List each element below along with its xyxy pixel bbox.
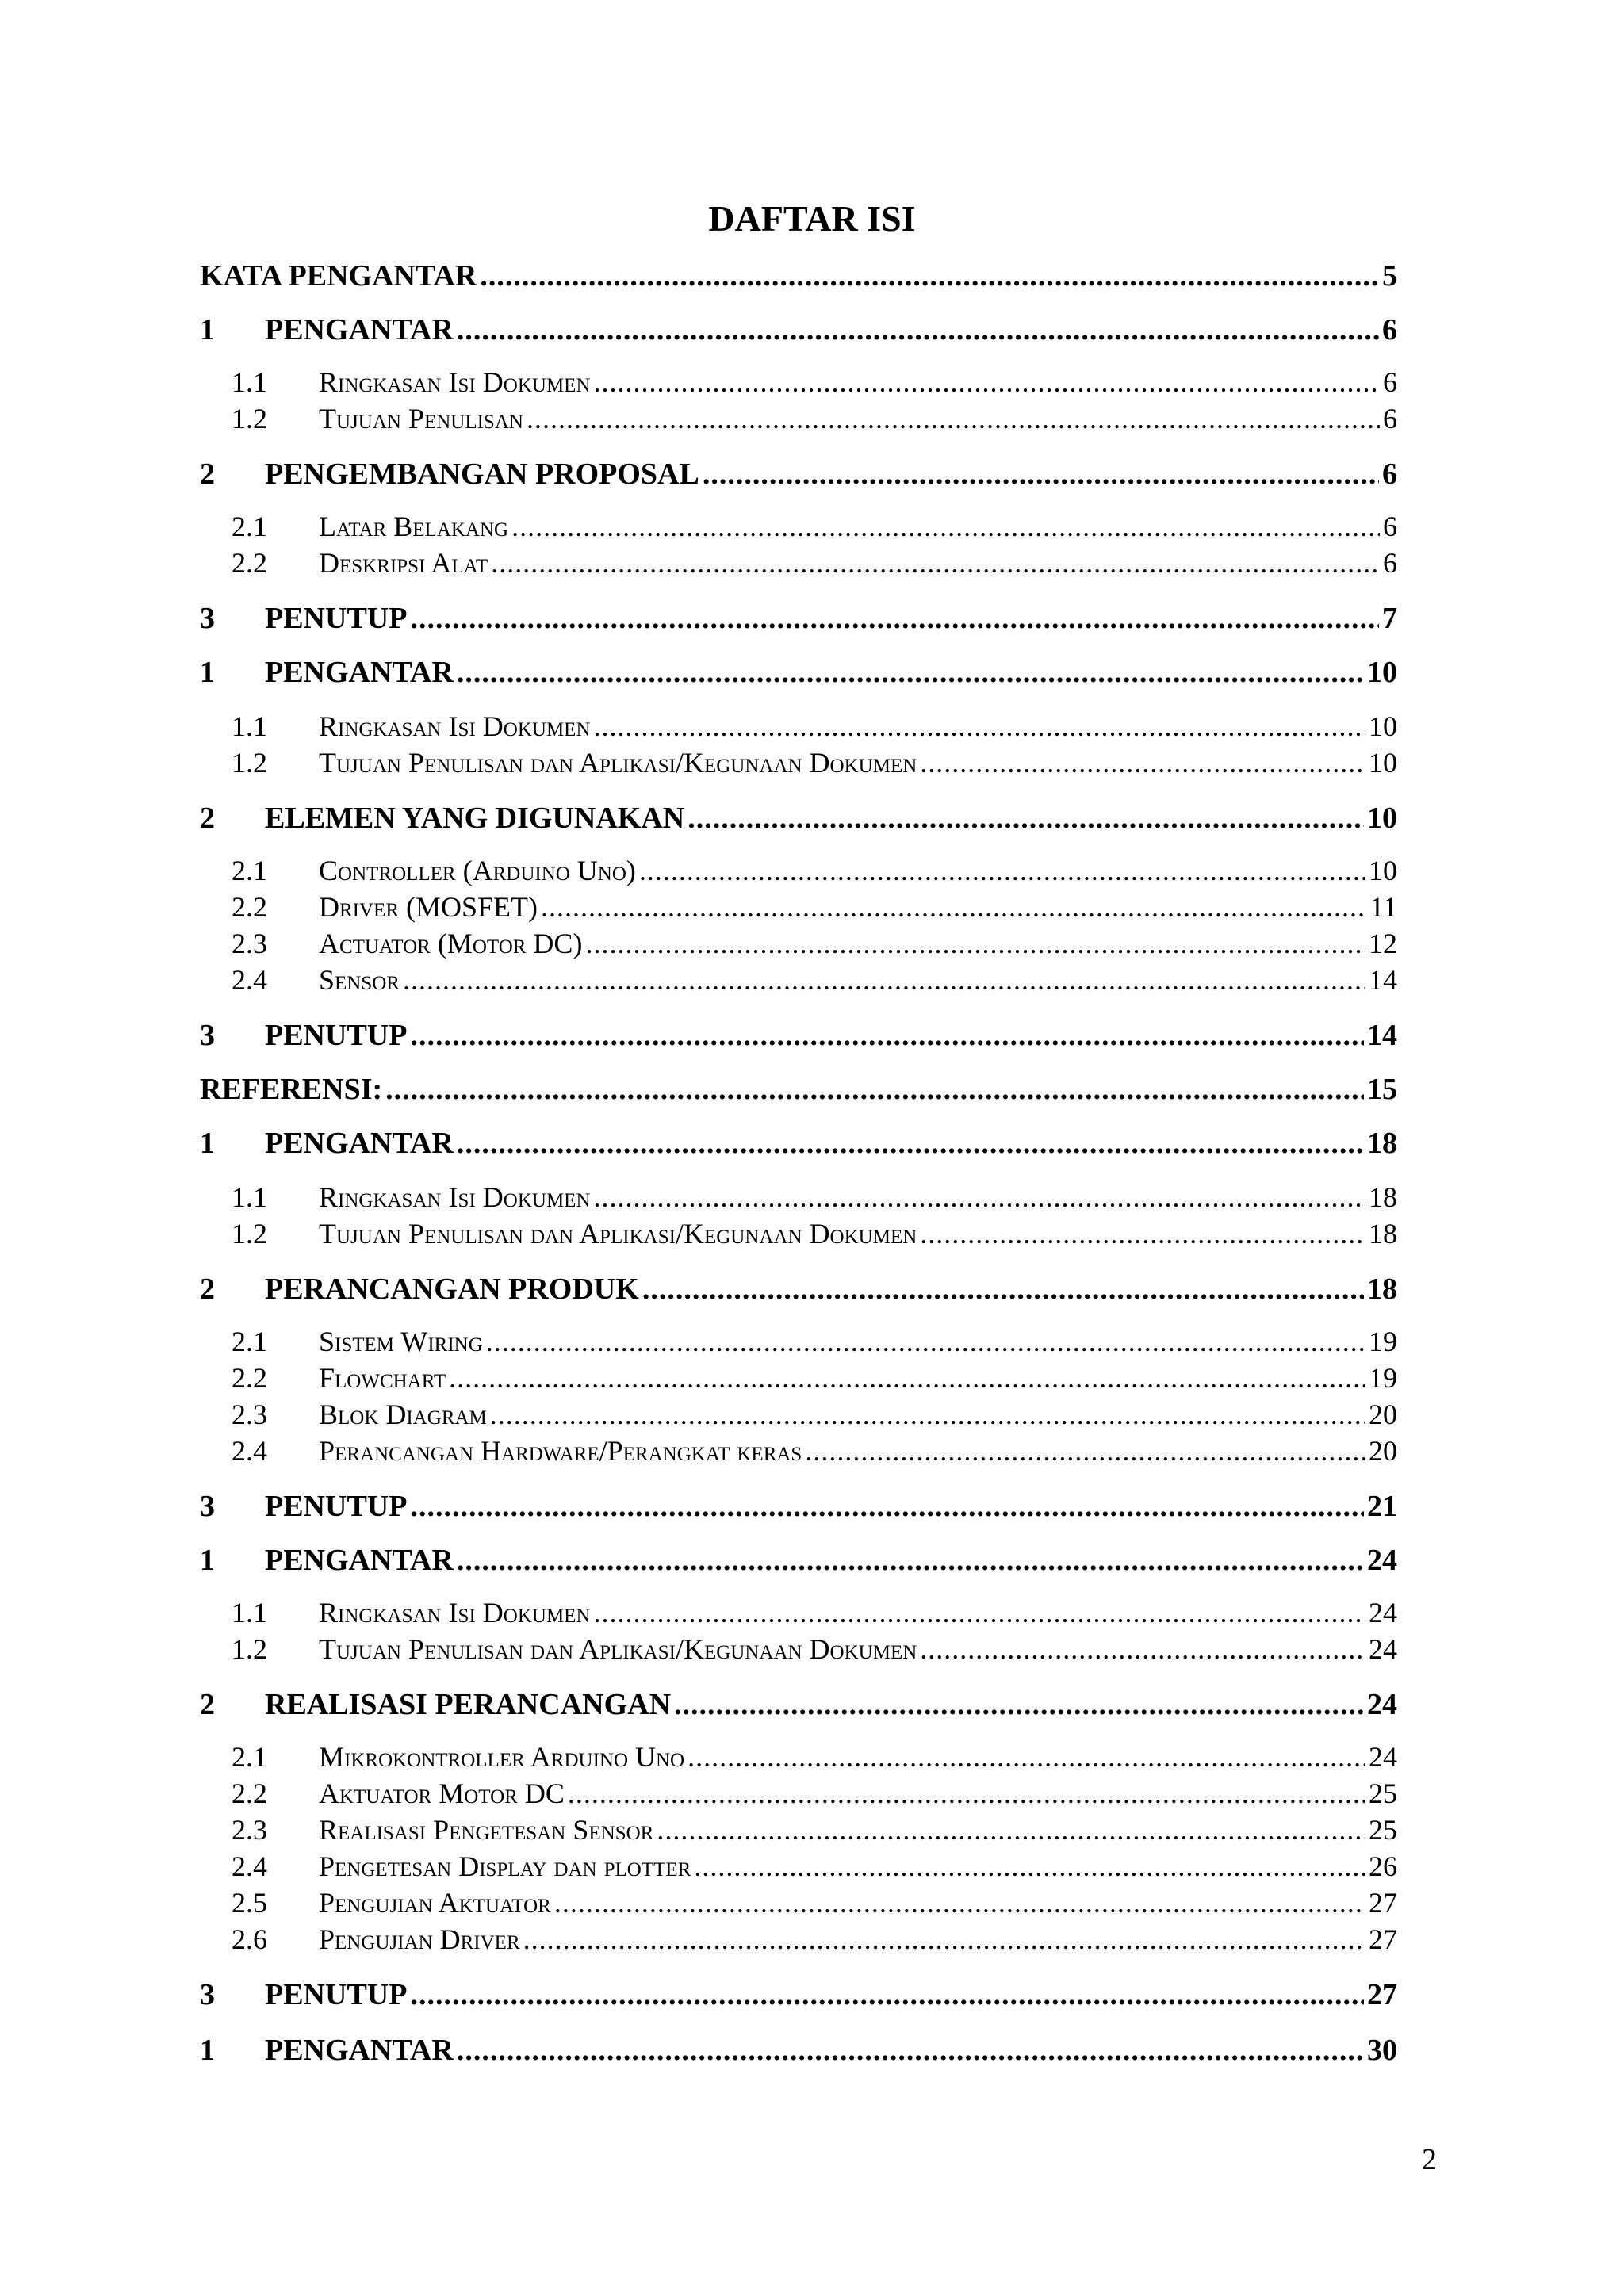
toc-dot-leader xyxy=(642,1270,1364,1308)
toc-entry-title: Ringkasan Isi Dokumen xyxy=(319,366,591,398)
toc-entry-page: 24 xyxy=(1369,1597,1397,1628)
toc-entry-number: 2.1 xyxy=(232,511,267,542)
toc-dot-leader xyxy=(657,1812,1365,1847)
toc-entry-number: 1.1 xyxy=(232,1597,267,1628)
toc-entry-title: PENGANTAR xyxy=(265,1127,454,1160)
toc-entry-title: Sensor xyxy=(319,964,400,996)
toc-entry-title: REALISASI PERANCANGAN xyxy=(265,1688,672,1721)
toc-entry[interactable] xyxy=(200,853,1397,888)
toc-entry[interactable] xyxy=(200,1595,1397,1630)
toc-entry-page: 30 xyxy=(1367,2034,1397,2067)
toc-entry[interactable] xyxy=(200,1180,1397,1215)
toc-entry-page: 6 xyxy=(1382,457,1397,491)
page-title: DAFTAR ISI xyxy=(708,198,916,239)
toc-dot-leader xyxy=(527,401,1380,436)
toc-entry-page: 20 xyxy=(1369,1399,1397,1430)
toc-entry-page: 18 xyxy=(1369,1181,1397,1213)
toc-entry[interactable] xyxy=(200,1632,1397,1667)
toc-entry-title: PENGANTAR xyxy=(265,1544,454,1577)
toc-entry-title: Sistem Wiring xyxy=(319,1326,483,1357)
toc-entry[interactable] xyxy=(200,1070,1397,1108)
toc-entry-title: Tujuan Penulisan dan Aplikasi/Kegunaan Dokumen xyxy=(319,1218,917,1249)
toc-entry[interactable] xyxy=(200,1686,1397,1724)
toc-entry-number: 1 xyxy=(200,2034,215,2067)
toc-entry[interactable] xyxy=(200,1397,1397,1432)
toc-entry[interactable] xyxy=(200,1433,1397,1468)
toc-entry[interactable] xyxy=(200,1849,1397,1884)
toc-entry-page: 25 xyxy=(1369,1814,1397,1846)
toc-entry-title: KATA PENGANTAR xyxy=(200,259,477,293)
toc-dot-leader xyxy=(594,1180,1366,1215)
toc-entry-page: 14 xyxy=(1367,1019,1397,1052)
toc-entry-title: PENUTUP xyxy=(265,1490,408,1523)
toc-entry[interactable] xyxy=(200,653,1397,691)
toc-entry-page: 19 xyxy=(1369,1362,1397,1394)
toc-entry-number: 1 xyxy=(200,313,215,346)
toc-entry-number: 1.2 xyxy=(232,1633,267,1665)
toc-entry-page: 5 xyxy=(1382,259,1397,293)
toc-entry-page: 27 xyxy=(1369,1887,1397,1919)
toc-dot-leader xyxy=(486,1324,1365,1359)
toc-entry-page: 18 xyxy=(1369,1218,1397,1249)
toc-entry-title: PENUTUP xyxy=(265,602,408,635)
toc-entry-number: 3 xyxy=(200,602,215,635)
toc-entry[interactable] xyxy=(200,799,1397,837)
toc-entry-title: PENUTUP xyxy=(265,1978,408,2011)
toc-entry-page: 20 xyxy=(1369,1435,1397,1467)
toc-entry-number: 2.5 xyxy=(232,1887,267,1919)
toc-entry-title: Controller (Arduino Uno) xyxy=(319,855,636,886)
toc-entry-number: 1.1 xyxy=(232,1181,267,1213)
toc-entry[interactable] xyxy=(200,509,1397,544)
toc-entry[interactable] xyxy=(200,1541,1397,1579)
toc-entry[interactable] xyxy=(200,1976,1397,2014)
toc-entry-title: PENGEMBANGAN PROPOSAL xyxy=(265,457,699,491)
toc-entry[interactable] xyxy=(200,1016,1397,1054)
toc-entry-page: 18 xyxy=(1367,1127,1397,1160)
toc-entry-title: Flowchart xyxy=(319,1362,446,1394)
toc-entry-page: 10 xyxy=(1369,710,1397,742)
toc-entry-number: 1.2 xyxy=(232,403,267,434)
toc-entry[interactable] xyxy=(200,401,1397,436)
toc-entry-number: 2.2 xyxy=(232,1777,267,1809)
toc-entry[interactable] xyxy=(200,1922,1397,1957)
toc-dot-leader xyxy=(594,365,1381,400)
toc-entry-page: 19 xyxy=(1369,1326,1397,1357)
toc-entry-page: 6 xyxy=(1382,313,1397,346)
toc-entry[interactable] xyxy=(200,1776,1397,1811)
toc-dot-leader xyxy=(490,1397,1365,1432)
toc-entry[interactable] xyxy=(200,1124,1397,1162)
toc-entry-title: Pengetesan Display dan plotter xyxy=(319,1850,691,1882)
toc-entry-number: 3 xyxy=(200,1978,215,2011)
toc-entry-number: 2.2 xyxy=(232,547,267,579)
toc-dot-leader xyxy=(523,1922,1365,1957)
toc-entry[interactable] xyxy=(200,257,1397,295)
toc-entry-page: 25 xyxy=(1369,1777,1397,1809)
toc-entry-title: Tujuan Penulisan dan Aplikasi/Kegunaan Dokumen xyxy=(319,1633,917,1665)
toc-dot-leader xyxy=(688,799,1364,837)
toc-entry-page: 21 xyxy=(1367,1490,1397,1523)
toc-entry[interactable] xyxy=(200,545,1397,580)
toc-entry-page: 24 xyxy=(1367,1544,1397,1577)
toc-entry-page: 27 xyxy=(1369,1923,1397,1955)
toc-dot-leader xyxy=(594,1595,1366,1630)
toc-dot-leader xyxy=(511,509,1380,544)
toc-dot-leader xyxy=(403,962,1365,997)
toc-entry-page: 11 xyxy=(1369,891,1397,923)
toc-entry-title: Blok Diagram xyxy=(319,1399,487,1430)
toc-entry-number: 2.2 xyxy=(232,891,267,923)
toc-entry-page: 14 xyxy=(1369,964,1397,996)
toc-entry-number: 1 xyxy=(200,656,215,689)
toc-dot-leader xyxy=(703,455,1379,493)
toc-entry-page: 7 xyxy=(1382,602,1397,635)
toc-entry-page: 10 xyxy=(1369,747,1397,779)
toc-entry-number: 3 xyxy=(200,1019,215,1052)
toc-entry-page: 27 xyxy=(1367,1978,1397,2011)
toc-entry[interactable] xyxy=(200,926,1397,961)
toc-entry-title: Pengujian Driver xyxy=(319,1923,520,1955)
toc-entry-page: 6 xyxy=(1383,403,1397,434)
toc-dot-leader xyxy=(639,853,1365,888)
toc-entry-number: 2.4 xyxy=(232,1850,267,1882)
toc-entry-number: 1.2 xyxy=(232,747,267,779)
toc-dot-leader xyxy=(688,1739,1365,1774)
toc-entry[interactable] xyxy=(200,1270,1397,1308)
toc-entry-title: Perancangan Hardware/Perangkat keras xyxy=(319,1435,802,1467)
toc-entry-title: ELEMEN YANG DIGUNAKAN xyxy=(265,802,685,835)
toc-entry[interactable] xyxy=(200,599,1397,637)
toc-entry[interactable] xyxy=(200,1487,1397,1525)
toc-entry-title: Tujuan Penulisan xyxy=(319,403,523,434)
toc-entry-number: 2 xyxy=(200,1688,215,1721)
toc-entry[interactable] xyxy=(200,890,1397,924)
toc-entry-title: Tujuan Penulisan dan Aplikasi/Kegunaan Dokumen xyxy=(319,747,917,779)
toc-dot-leader xyxy=(457,1541,1364,1579)
toc-entry[interactable] xyxy=(200,709,1397,744)
toc-entry-number: 2.1 xyxy=(232,1326,267,1357)
toc-entry-title: Deskripsi Alat xyxy=(319,547,488,579)
toc-entry[interactable] xyxy=(200,1360,1397,1395)
toc-dot-leader xyxy=(541,890,1366,924)
toc-entry-page: 12 xyxy=(1369,928,1397,959)
toc-dot-leader xyxy=(410,1016,1364,1054)
toc-entry-page: 6 xyxy=(1383,511,1397,542)
toc-dot-leader xyxy=(449,1360,1365,1395)
toc-entry-page: 24 xyxy=(1369,1633,1397,1665)
page-number: 2 xyxy=(1422,2143,1437,2176)
toc-entry-title: Latar Belakang xyxy=(319,511,509,542)
table-of-contents xyxy=(200,0,1397,2296)
toc-entry[interactable] xyxy=(200,1885,1397,1920)
toc-entry-title: REFERENSI: xyxy=(200,1073,383,1106)
toc-entry-title: Ringkasan Isi Dokumen xyxy=(319,1597,591,1628)
toc-dot-leader xyxy=(480,257,1379,295)
toc-entry-number: 2.4 xyxy=(232,1435,267,1467)
toc-entry-page: 10 xyxy=(1367,802,1397,835)
toc-entry-number: 1 xyxy=(200,1544,215,1577)
toc-entry-number: 2.3 xyxy=(232,1399,267,1430)
toc-entry-title: PENGANTAR xyxy=(265,656,454,689)
toc-entry-number: 1 xyxy=(200,1127,215,1160)
toc-entry-number: 2 xyxy=(200,457,215,491)
toc-entry-number: 2.3 xyxy=(232,1814,267,1846)
toc-entry[interactable] xyxy=(200,1216,1397,1251)
toc-dot-leader xyxy=(920,1216,1365,1251)
toc-dot-leader xyxy=(585,926,1365,961)
toc-entry-page: 18 xyxy=(1367,1272,1397,1306)
toc-entry-number: 2.1 xyxy=(232,855,267,886)
toc-entry-page: 6 xyxy=(1383,547,1397,579)
toc-entry[interactable] xyxy=(200,1324,1397,1359)
toc-entry-number: 1.1 xyxy=(232,710,267,742)
toc-dot-leader xyxy=(568,1776,1365,1811)
toc-entry-title: Actuator (Motor DC) xyxy=(319,928,583,959)
toc-entry-number: 1.2 xyxy=(232,1218,267,1249)
toc-dot-leader xyxy=(385,1070,1364,1108)
toc-entry-page: 24 xyxy=(1369,1741,1397,1773)
toc-entry-title: PERANCANGAN PRODUK xyxy=(265,1272,639,1306)
toc-entry[interactable] xyxy=(200,311,1397,349)
toc-entry-title: Ringkasan Isi Dokumen xyxy=(319,710,591,742)
toc-entry-number: 2.6 xyxy=(232,1923,267,1955)
toc-entry-page: 10 xyxy=(1367,656,1397,689)
toc-entry-title: Realisasi Pengetesan Sensor xyxy=(319,1814,654,1846)
toc-entry[interactable] xyxy=(200,365,1397,400)
toc-dot-leader xyxy=(491,545,1380,580)
toc-dot-leader xyxy=(457,311,1379,349)
toc-entry-number: 2 xyxy=(200,1272,215,1306)
toc-dot-leader xyxy=(457,653,1364,691)
toc-dot-leader xyxy=(410,1976,1364,2014)
toc-dot-leader xyxy=(457,1124,1364,1162)
toc-entry-page: 24 xyxy=(1367,1688,1397,1721)
toc-entry[interactable] xyxy=(200,745,1397,780)
toc-entry-title: Ringkasan Isi Dokumen xyxy=(319,1181,591,1213)
toc-entry-title: Pengujian Aktuator xyxy=(319,1887,551,1919)
toc-entry-number: 1.1 xyxy=(232,366,267,398)
toc-dot-leader xyxy=(674,1686,1364,1724)
toc-entry-number: 2.4 xyxy=(232,964,267,996)
toc-entry-number: 3 xyxy=(200,1490,215,1523)
toc-entry-page: 15 xyxy=(1367,1073,1397,1106)
toc-entry-title: PENUTUP xyxy=(265,1019,408,1052)
toc-entry-title: PENGANTAR xyxy=(265,2034,454,2067)
toc-entry[interactable] xyxy=(200,1739,1397,1774)
toc-dot-leader xyxy=(410,1487,1364,1525)
toc-entry-title: Driver (MOSFET) xyxy=(319,891,538,923)
toc-entry[interactable] xyxy=(200,455,1397,493)
toc-entry-page: 10 xyxy=(1369,855,1397,886)
toc-dot-leader xyxy=(920,1632,1365,1667)
toc-entry-page: 6 xyxy=(1383,366,1397,398)
toc-entry[interactable] xyxy=(200,2031,1397,2069)
toc-dot-leader xyxy=(457,2031,1364,2069)
toc-entry-title: Aktuator Motor DC xyxy=(319,1777,565,1809)
toc-dot-leader xyxy=(410,599,1379,637)
toc-dot-leader xyxy=(554,1885,1365,1920)
toc-entry-title: Mikrokontroller Arduino Uno xyxy=(319,1741,685,1773)
toc-dot-leader xyxy=(805,1433,1365,1468)
toc-entry[interactable] xyxy=(200,1812,1397,1847)
toc-entry-number: 2.1 xyxy=(232,1741,267,1773)
toc-entry-page: 26 xyxy=(1369,1850,1397,1882)
toc-dot-leader xyxy=(694,1849,1365,1884)
toc-entry-number: 2.2 xyxy=(232,1362,267,1394)
toc-entry[interactable] xyxy=(200,962,1397,997)
toc-dot-leader xyxy=(594,709,1366,744)
toc-entry-title: PENGANTAR xyxy=(265,313,454,346)
toc-entry-number: 2 xyxy=(200,802,215,835)
toc-entry-number: 2.3 xyxy=(232,928,267,959)
toc-dot-leader xyxy=(920,745,1365,780)
